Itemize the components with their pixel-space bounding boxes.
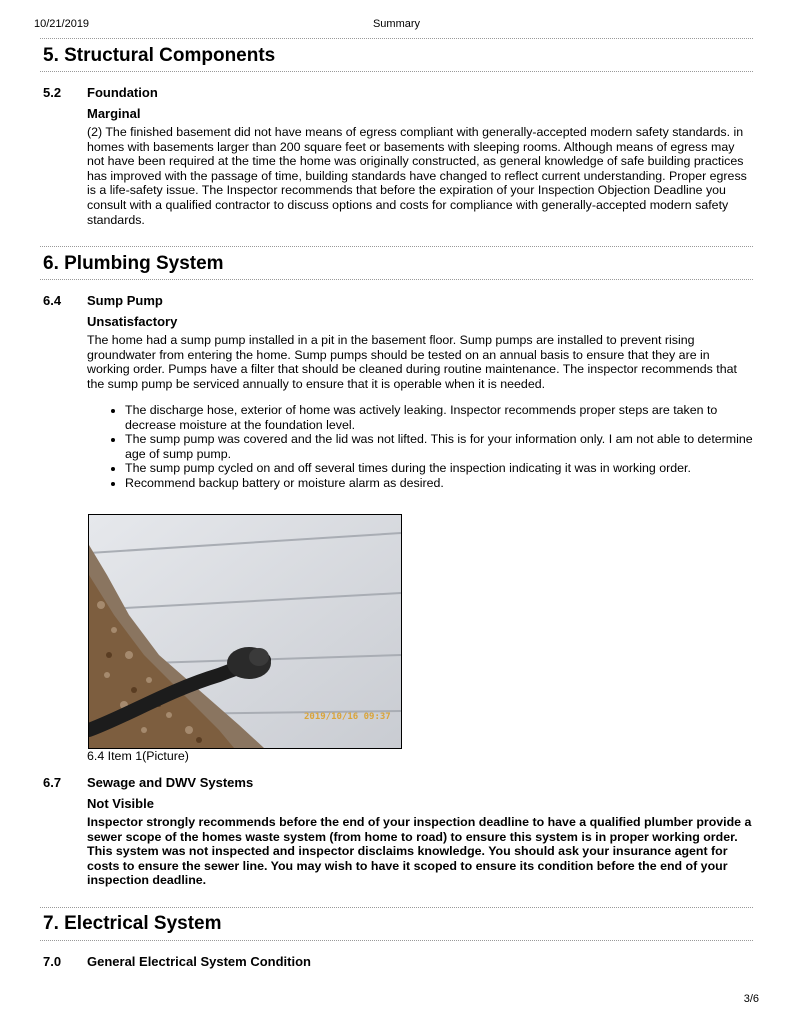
divider (40, 38, 753, 39)
section-heading-electrical: 7. Electrical System (43, 913, 222, 934)
photo-caption: 6.4 Item 1(Picture) (87, 749, 189, 763)
item-title: Sewage and DWV Systems (87, 775, 254, 790)
item-rating: Unsatisfactory (87, 314, 178, 329)
item-title: Foundation (87, 85, 158, 100)
item-title: General Electrical System Condition (87, 954, 311, 969)
item-text: The home had a sump pump installed in a pit in the basement floor. Sump pumps are installed to prevent rising groundwater from entering the home. Sump pumps should be tested on an annual basis to ensure that they are in working order. Pumps have a filter that should be cleaned during routine maintenance. The inspector recommends that the sump pump be serviced annually to ensure that it is operable when it is needed. (87, 333, 737, 391)
divider (40, 246, 753, 247)
header-date: 10/21/2019 (34, 18, 90, 30)
item-number: 5.2 (43, 85, 62, 100)
list-item: • Recommend backup battery or moisture alarm as desired. (125, 476, 770, 491)
item-text: (2) The finished basement did not have means of egress compliant with generally-accepted modern safety standards. in homes with basements larger than 200 square feet or basements with sleeping rooms. Although means of egress may not have been required at the time the home was originally constructed, as general knowledge of safe building practices has improved with the passage of time, building standards have changed to reflect current understanding. Proper egress is a life-safety issue. The Inspector recommends that before the expiration of your Inspection Objection Deadline you consult with a qualified contractor to discuss options and costs for compliance with generally-accepted modern safety standards. (87, 125, 747, 227)
divider (40, 940, 753, 941)
list-item: • The sump pump was covered and the lid was not lifted. This is for your information only. I am not able to determine age of sump pump. (125, 432, 770, 461)
item-number: 7.0 (43, 954, 62, 969)
item-number: 6.4 (43, 293, 62, 308)
section-heading-plumbing: 6. Plumbing System (43, 253, 224, 274)
bullet-list (107, 403, 770, 491)
item-text: Inspector strongly recommends before the end of your inspection deadline to have a qualified plumber provide a sewer scope of the homes waste system (from home to road) to ensure this system is in proper working order. This system was not inspected and inspector disclaims knowledge. You should ask your insurance agent for costs to ensure the sewer line. You may wish to have it scoped to ensure its condition before the end of your inspection deadline. (87, 815, 752, 888)
item-title: Sump Pump (87, 293, 163, 308)
page-number: 3/6 (743, 993, 759, 1005)
divider (40, 279, 753, 280)
list-item: • The discharge hose, exterior of home was actively leaking. Inspector recommends proper steps are taken to decrease moisture at the foundation level. (125, 403, 770, 432)
item-rating: Not Visible (87, 796, 154, 811)
list-item: • The sump pump cycled on and off several times during the inspection indicating it was in working order. (125, 461, 770, 476)
header-title: Summary (372, 18, 421, 30)
photo-timestamp: 2019/10/16 09:37 (304, 712, 391, 722)
sump-pump-photo (88, 514, 402, 749)
divider (40, 907, 753, 908)
item-rating: Marginal (87, 106, 141, 121)
divider (40, 71, 753, 72)
item-number: 6.7 (43, 775, 62, 790)
section-heading-structural: 5. Structural Components (43, 45, 276, 66)
